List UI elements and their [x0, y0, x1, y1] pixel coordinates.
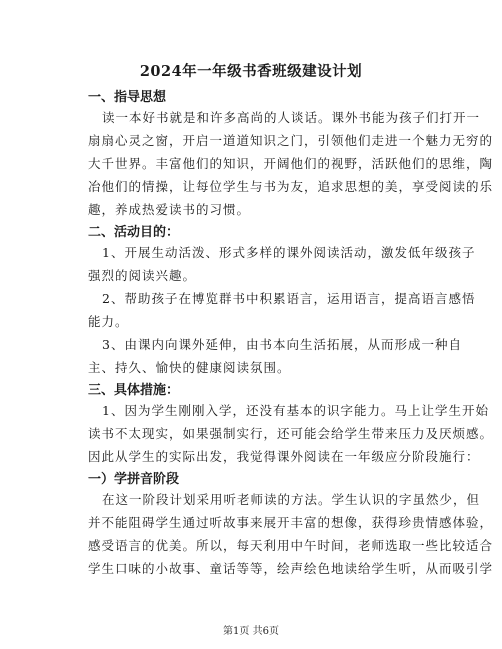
paragraph-line: 冶他们的情操，让每位学生与书为友，追求思想的美，享受阅读的乐 [88, 179, 494, 194]
page-footer: 第1页 共6页 [223, 626, 279, 637]
section-heading-measures: 三、具体措施： [88, 383, 180, 398]
paragraph-line: 趣，养成热爱读书的习惯。 [88, 202, 251, 217]
paragraph-line: 能力。 [88, 314, 129, 329]
paragraph-line: 主、持久、愉快的健康阅读氛围。 [88, 360, 291, 375]
section-heading-activity-purpose: 二、活动目的： [88, 225, 180, 240]
paragraph-line: 1、开展生动活泼、形式多样的课外阅读活动，激发低年级孩子 [102, 245, 476, 260]
paragraph-line: 感受语言的优美。所以，每天利用中午时间，老师选取一些比较适合 [88, 538, 494, 553]
paragraph-line: 强烈的阅读兴趣。 [88, 268, 197, 283]
paragraph-line: 大千世界。丰富他们的知识，开阔他们的视野，活跃他们的思维，陶 [88, 156, 494, 171]
paragraph-line: 并不能阻碍学生通过听故事来展开丰富的想像，获得珍贵情感体验， [88, 515, 494, 530]
paragraph-line: 读书不太现实，如果强制实行，还可能会给学生带来压力及厌烦感。 [88, 426, 494, 441]
subsection-heading-pinyin-stage: 一）学拼音阶段 [88, 472, 180, 487]
document-title: 2024年一年级书香班级建设计划 [139, 63, 363, 80]
section-heading-guiding-thought: 一、指导思想 [88, 90, 167, 105]
paragraph-line: 学生口味的小故事、童话等等，绘声绘色地读给学生听，从而吸引学 [88, 561, 494, 576]
paragraph-line: 1、因为学生刚刚入学，还没有基本的识字能力。马上让学生开始 [102, 403, 489, 418]
paragraph-line: 2、帮助孩子在博览群书中积累语言，运用语言，提高语言感悟 [102, 291, 476, 306]
paragraph-line: 读一本好书就是和许多高尚的人谈话。课外书能为孩子们打开一 [102, 110, 481, 125]
paragraph-line: 扇扇心灵之窗，开启一道道知识之门，引领他们走进一个魅力无穷的 [88, 133, 494, 148]
paragraph-line: 3、由课内向课外延伸，由书本向生活拓展，从而形成一种自 [102, 337, 462, 352]
paragraph-line: 因此从学生的实际出发，我觉得课外阅读在一年级应分阶段施行： [88, 449, 480, 464]
paragraph-line: 在这一阶段计划采用听老师读的方法。学生认识的字虽然少，但 [102, 492, 481, 507]
